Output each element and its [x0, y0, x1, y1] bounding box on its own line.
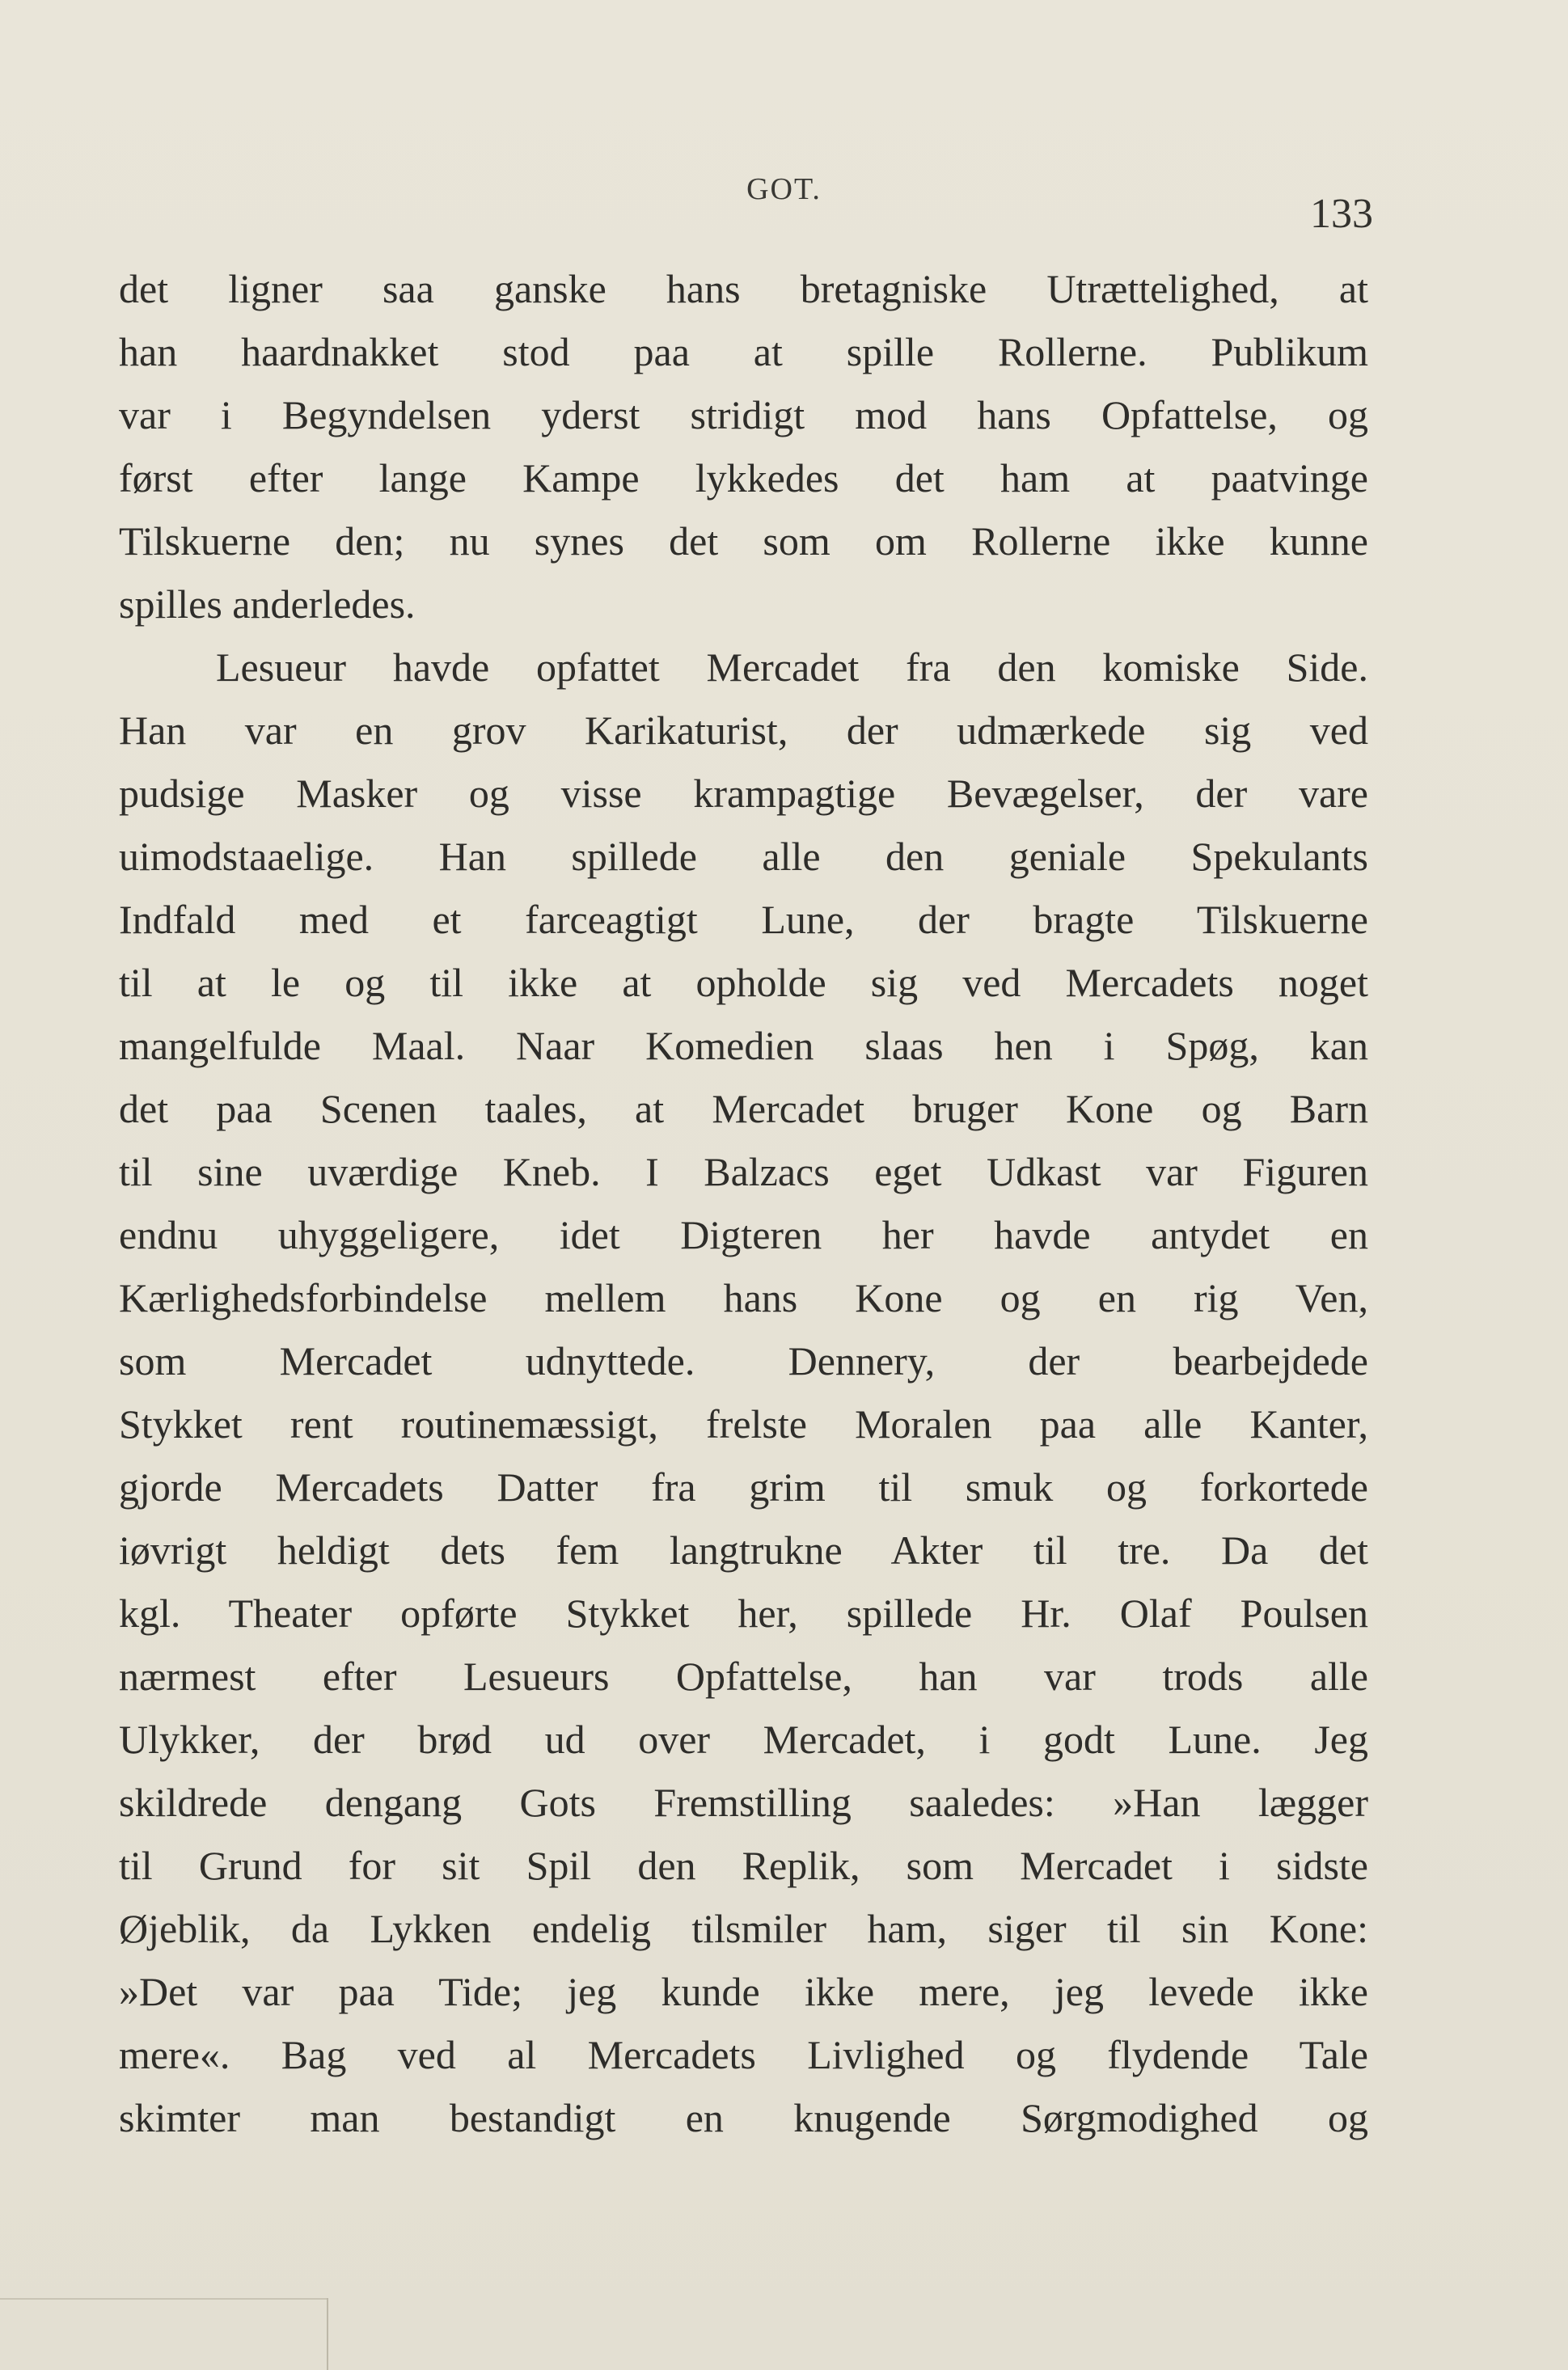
text-line: det ligner saa ganske hans bretagniske Utrættelighed, at [119, 266, 1368, 311]
text-line: gjorde Mercadets Datter fra grim til smuk og forkortede [119, 1464, 1368, 1510]
text-line: skimter man bestandigt en knugende Sørgmodighed og [119, 2095, 1368, 2140]
scan-edge-rule [0, 2298, 328, 2300]
text-line: Tilskuerne den; nu synes det som om Rollerne ikke kunne [119, 518, 1368, 564]
text-line: Kærlighedsforbindelse mellem hans Kone og en rig Ven, [119, 1275, 1368, 1320]
text-line: kgl. Theater opførte Stykket her, spillede Hr. Olaf Poulsen [119, 1591, 1368, 1636]
text-line: til at le og til ikke at opholde sig ved Mercadets noget [119, 960, 1368, 1005]
text-line: pudsige Masker og visse krampagtige Bevægelser, der vare [119, 771, 1368, 816]
scan-edge-tick [327, 2298, 328, 2370]
text-line: det paa Scenen taales, at Mercadet bruger Kone og Barn [119, 1086, 1368, 1131]
text-line: uimodstaaelige. Han spillede alle den geniale Spekulants [119, 834, 1368, 879]
text-line: spilles anderledes. [119, 581, 416, 627]
text-line: mere«. Bag ved al Mercadets Livlighed og flydende Tale [119, 2032, 1368, 2077]
body-text [119, 257, 1368, 2149]
running-title: GOT. [746, 172, 822, 206]
text-line: Stykket rent routinemæssigt, frelste Moralen paa alle Kanter, [119, 1401, 1368, 1447]
text-line: Ulykker, der brød ud over Mercadet, i godt Lune. Jeg [119, 1717, 1368, 1762]
text-line: Han var en grov Karikaturist, der udmærkede sig ved [119, 708, 1368, 753]
text-line: han haardnakket stod paa at spille Rollerne. Publikum [119, 329, 1368, 374]
text-line: nærmest efter Lesueurs Opfattelse, han var trods alle [119, 1654, 1368, 1699]
text-line: var i Begyndelsen yderst stridigt mod hans Opfattelse, og [119, 392, 1368, 437]
text-line: skildrede dengang Gots Fremstilling saaledes: »Han lægger [119, 1780, 1368, 1825]
text-line: Lesueur havde opfattet Mercadet fra den komiske Side. [216, 644, 1368, 690]
text-line: Øjeblik, da Lykken endelig tilsmiler ham, siger til sin Kone: [119, 1906, 1368, 1951]
text-line: først efter lange Kampe lykkedes det ham at paatvinge [119, 455, 1368, 501]
text-line: mangelfulde Maal. Naar Komedien slaas hen i Spøg, kan [119, 1023, 1368, 1068]
text-line: til Grund for sit Spil den Replik, som Mercadet i sidste [119, 1843, 1368, 1888]
text-line: »Det var paa Tide; jeg kunde ikke mere, jeg levede ikke [119, 1969, 1368, 2014]
text-line: som Mercadet udnyttede. Dennery, der bearbejdede [119, 1338, 1368, 1384]
text-line: til sine uværdige Kneb. I Balzacs eget Udkast var Figuren [119, 1149, 1368, 1194]
text-line: endnu uhyggeligere, idet Digteren her havde antydet en [119, 1212, 1368, 1257]
text-line: iøvrigt heldigt dets fem langtrukne Akter til tre. Da det [119, 1527, 1368, 1573]
page-number: 133 [1310, 191, 1373, 237]
text-line: Indfald med et farceagtigt Lune, der bragte Tilskuerne [119, 897, 1368, 942]
